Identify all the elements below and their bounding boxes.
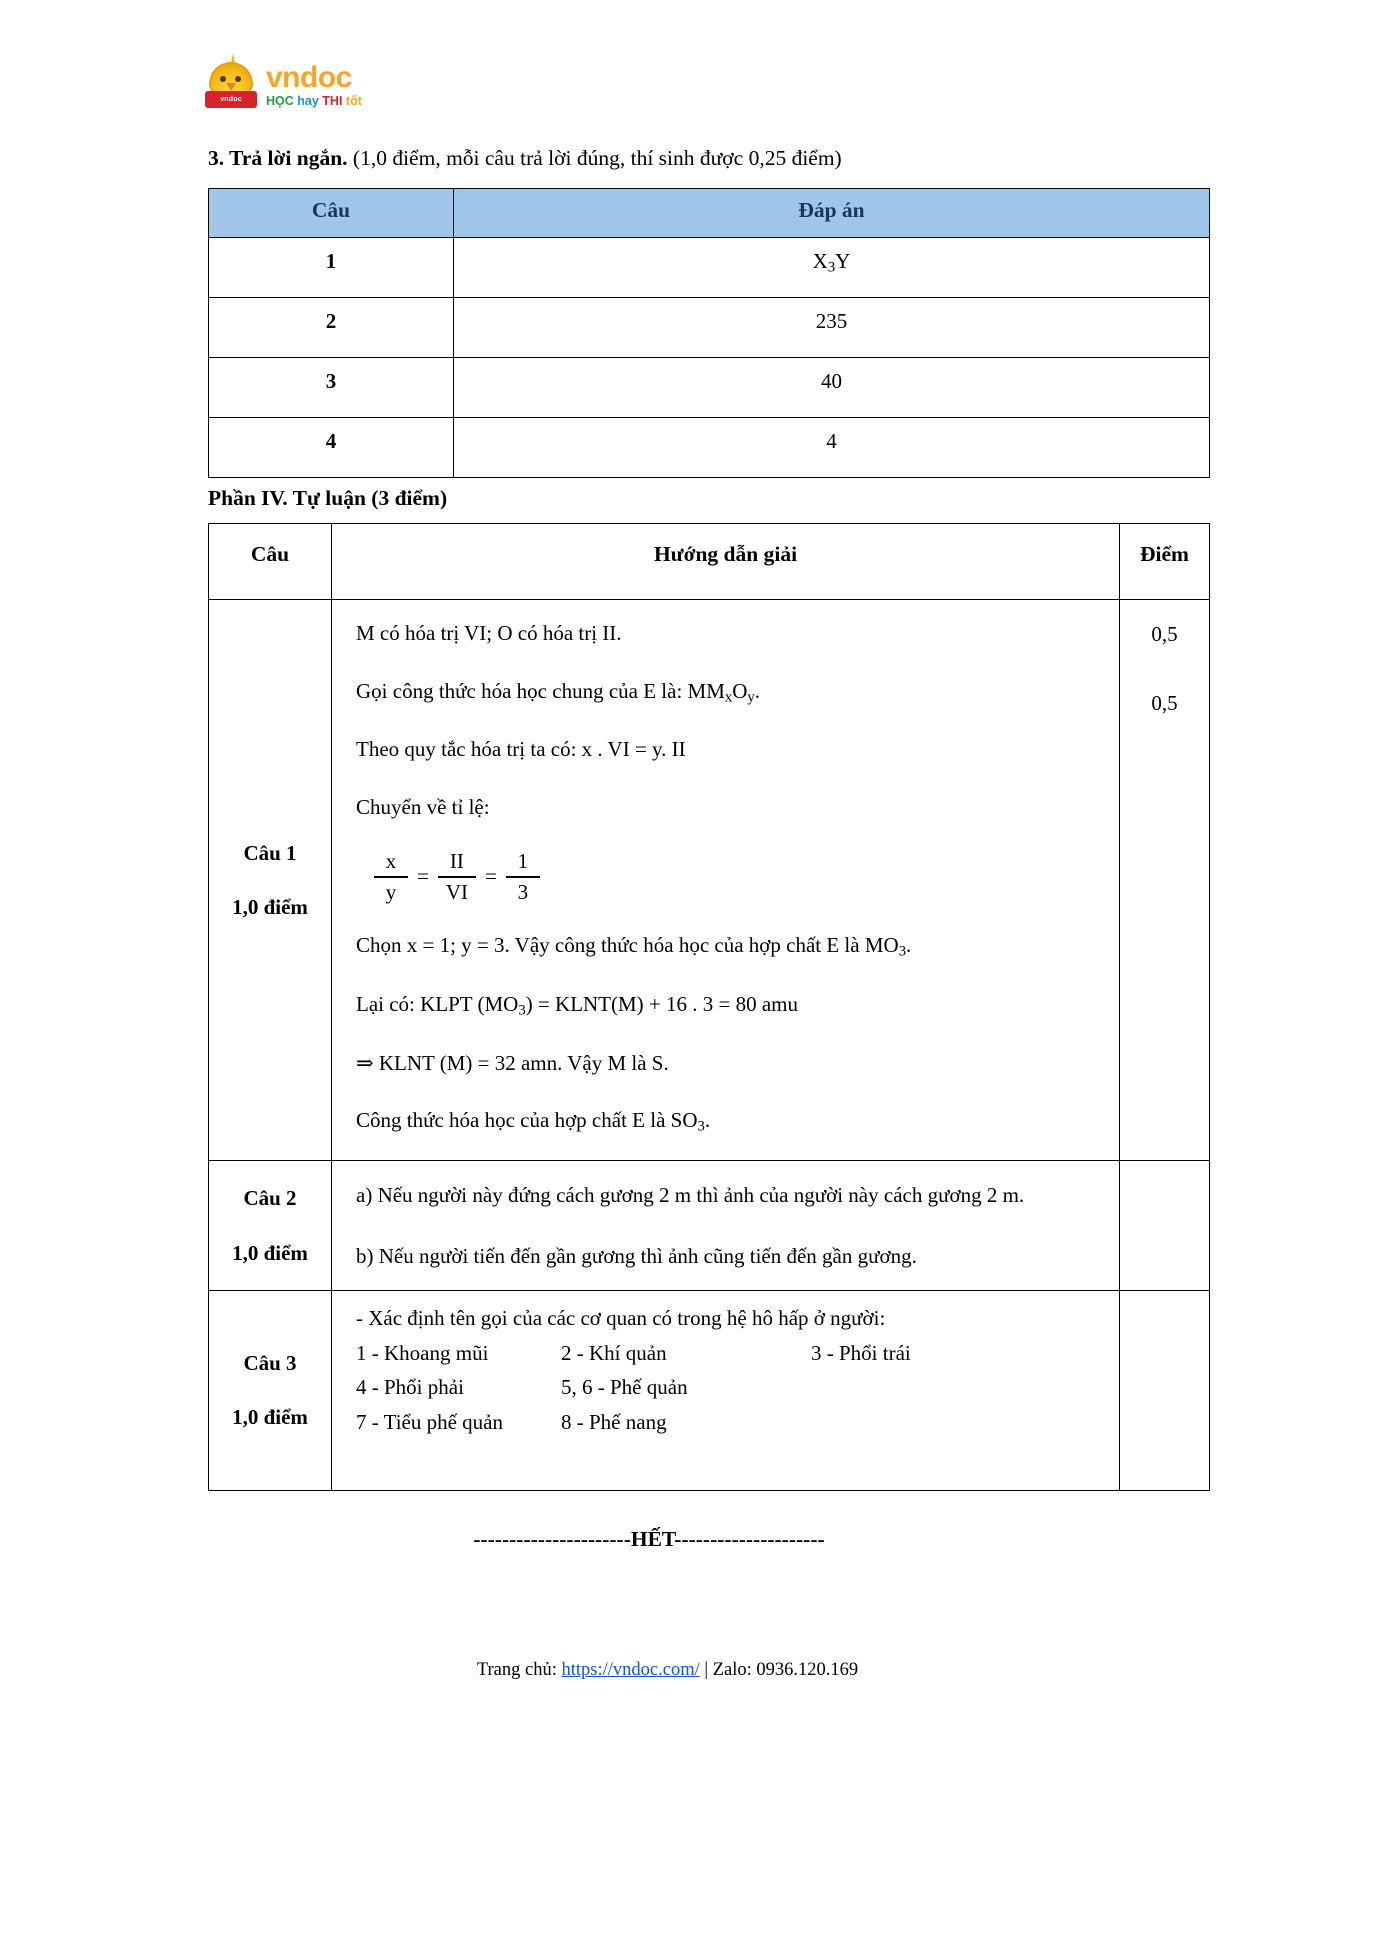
organ-item: 5, 6 - Phế quản	[561, 1375, 688, 1400]
solution-text: Lại có: KLPT (MO	[356, 992, 519, 1017]
end-marker: ----------------------HẾT---------------------	[473, 1526, 825, 1551]
table-header-row	[209, 524, 1210, 600]
organ-item: 8 - Phế nang	[561, 1410, 667, 1435]
cell-cau-label	[209, 1291, 332, 1491]
fraction-denominator: 3	[517, 879, 529, 904]
cell-dapan	[454, 238, 1210, 298]
cell-solution	[332, 1161, 1120, 1291]
mascot-eye-right-icon	[235, 76, 241, 82]
fraction-numerator: x	[385, 849, 397, 874]
table-row	[209, 298, 1210, 358]
solution-line: Theo quy tắc hóa trị ta có: x . VI = y. II	[356, 737, 686, 762]
fraction-one-third	[506, 849, 540, 904]
cell-solution	[332, 1291, 1120, 1491]
solution-line: Chuyển về tỉ lệ:	[356, 794, 490, 819]
fraction-bar	[374, 876, 408, 878]
tagline-tot: tốt	[345, 94, 362, 109]
cell-cau: 1	[209, 238, 454, 298]
formula-subscript: 3	[697, 1119, 705, 1136]
answer-subscript: 3	[827, 259, 836, 276]
tagline-hay: hay	[297, 94, 319, 109]
cell-cau-label	[209, 1161, 332, 1291]
answer-tail: Y	[835, 249, 851, 274]
page-footer	[0, 1660, 1375, 1681]
table-row	[209, 358, 1210, 418]
section-heading-bold: 3. Trả lời ngắn.	[208, 146, 348, 170]
footer-zalo: Zalo: 0936.120.169	[712, 1659, 859, 1680]
solution-line: ⇒ KLNT (M) = 32 amn. Vậy M là S.	[356, 1050, 669, 1075]
cau-points: 1,0 điểm	[232, 895, 308, 920]
tagline-hoc: HỌC	[266, 94, 294, 109]
cau-label: Câu 2	[243, 1186, 297, 1211]
fraction-denominator: VI	[445, 879, 469, 904]
logo-text-group	[266, 63, 362, 109]
column-header-cau: Câu	[209, 524, 332, 600]
fraction-numerator: II	[449, 849, 464, 874]
organ-item: 4 - Phổi phải	[356, 1375, 464, 1400]
table-row	[209, 418, 1210, 478]
table-row	[209, 1161, 1210, 1291]
cell-dapan: 235	[454, 298, 1210, 358]
cell-cau: 3	[209, 358, 454, 418]
formula-m: M	[706, 678, 725, 703]
answer-main: X	[812, 249, 828, 274]
solution-line	[356, 930, 1103, 963]
formula-o: O	[732, 678, 748, 703]
cell-diem	[1120, 1161, 1210, 1291]
cau-label: Câu 3	[243, 1350, 297, 1375]
section-heading-rest: (1,0 điểm, mỗi câu trả lời đúng, thí sinh được 0,25 điểm)	[347, 146, 842, 170]
essay-table	[208, 523, 1210, 1491]
organ-item: 1 - Khoang mũi	[356, 1340, 489, 1365]
solution-intro: - Xác định tên gọi của các cơ quan có trong hệ hô hấp ở người:	[356, 1306, 886, 1331]
cell-cau-label	[209, 600, 332, 1161]
formula-tail: .	[754, 678, 760, 703]
solution-text-rest: ) = KLNT(M) + 16 . 3 = 80 amu	[525, 992, 799, 1017]
solution-part-b: b) Nếu người tiến đến gần gương thì ảnh cũng tiến đến gần gương.	[356, 1243, 917, 1268]
table-row	[209, 600, 1210, 1161]
tagline-thi: THI	[322, 94, 343, 109]
solution-text: Gọi công thức hóa học chung của E là: M	[356, 678, 707, 703]
formula-subscript: 3	[898, 944, 907, 961]
cell-cau: 2	[209, 298, 454, 358]
solution-line	[356, 1105, 1103, 1138]
short-answer-table	[208, 188, 1210, 478]
equals-sign: =	[485, 864, 497, 889]
fraction-ii-vi	[438, 849, 476, 904]
fraction-bar	[438, 876, 476, 878]
solution-text: Công thức hóa học của hợp chất E là SO	[356, 1108, 698, 1133]
formula-period: .	[906, 933, 912, 958]
formula-m-sub: x	[724, 689, 733, 706]
formula-o-sub: y	[747, 689, 755, 706]
logo-wordmark: vndoc	[266, 61, 352, 95]
footer-home-link[interactable]: https://vndoc.com/	[561, 1659, 700, 1680]
vndoc-mascot-icon	[205, 58, 257, 114]
organ-list-row	[356, 1372, 1103, 1403]
solution-line	[356, 676, 1103, 709]
cau-points: 1,0 điểm	[232, 1240, 308, 1265]
cau-points: 1,0 điểm	[232, 1405, 308, 1430]
organ-item: 3 - Phổi trái	[811, 1340, 911, 1365]
fraction-xy	[374, 849, 408, 904]
equals-sign: =	[417, 864, 429, 889]
table-row	[209, 1291, 1210, 1491]
table-row	[209, 238, 1210, 298]
fraction-denominator: y	[385, 879, 397, 904]
solution-line: M có hóa trị VI; O có hóa trị II.	[356, 621, 622, 646]
solution-line	[356, 989, 1103, 1022]
solution-part-a: a) Nếu người này đứng cách gương 2 m thì ảnh của người này cách gương 2 m.	[356, 1183, 1025, 1208]
formula-period: .	[704, 1108, 711, 1133]
cell-diem	[1120, 1291, 1210, 1491]
cell-dapan: 4	[454, 418, 1210, 478]
organ-list-row	[356, 1338, 1103, 1369]
logo-ribbon: vndoc	[205, 91, 257, 108]
mascot-eye-left-icon	[220, 76, 226, 82]
ratio-formula	[370, 849, 1103, 904]
cell-dapan: 40	[454, 358, 1210, 418]
formula-subscript: 3	[518, 1002, 526, 1019]
cell-solution	[332, 600, 1120, 1161]
mascot-beak-icon	[226, 83, 236, 91]
column-header-diem: Điểm	[1120, 524, 1210, 600]
section-heading	[208, 143, 1210, 174]
footer-separator: |	[699, 1659, 713, 1680]
document-content	[0, 143, 1375, 1552]
column-header-cau: Câu	[209, 189, 454, 238]
organ-item: 7 - Tiểu phế quản	[356, 1410, 503, 1435]
solution-text: Chọn x = 1; y = 3. Vậy công thức hóa học của hợp chất E là MO	[356, 933, 899, 958]
column-header-dapan: Đáp án	[454, 189, 1210, 238]
fraction-numerator: 1	[517, 849, 529, 874]
table-header-row	[209, 189, 1210, 238]
part-four-heading: Phần IV. Tự luận (3 điểm)	[208, 486, 448, 511]
logo-tagline	[266, 95, 362, 109]
vndoc-logo	[205, 55, 1375, 117]
diem-value-1: 0,5	[1151, 622, 1178, 647]
organ-item: 2 - Khí quản	[561, 1340, 667, 1365]
cell-diem	[1120, 600, 1210, 1161]
cau-label: Câu 1	[243, 840, 297, 865]
organ-list-row	[356, 1407, 1103, 1438]
diem-value-2: 0,5	[1151, 691, 1178, 716]
cell-cau: 4	[209, 418, 454, 478]
fraction-bar	[506, 876, 540, 878]
footer-home-label: Trang chủ:	[476, 1659, 562, 1680]
column-header-huongdan: Hướng dẫn giải	[332, 524, 1120, 600]
